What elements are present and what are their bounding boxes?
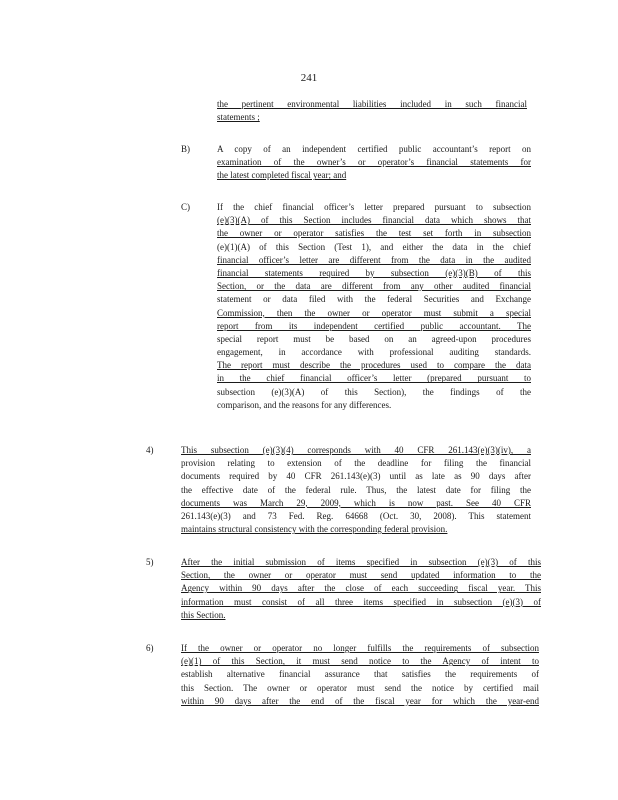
subparagraph-b: [217, 143, 531, 183]
text-line: in the chief financial officer’s letter (prepared pursuant to: [217, 373, 531, 384]
text-line: the owner or operator satisfies the test set forth in subsection: [217, 228, 531, 239]
text-line: comparison, and the reasons for any differences.: [217, 399, 392, 410]
text-line: subsection (e)(3)(A) of this Section), the findings of the: [217, 386, 531, 397]
text-line: this Section.: [181, 609, 226, 620]
text-line: the pertinent environmental liabilities included in such financial: [217, 99, 527, 109]
item-4-label: 4): [146, 445, 154, 455]
subparagraph-c: [217, 201, 531, 412]
text-line: report from its independent certified public accountant. The: [217, 320, 531, 331]
text-line: A copy of an independent certified public accountant’s report on: [217, 144, 531, 154]
text-line: provision relating to extension of the deadline for filing the financial: [181, 458, 531, 469]
text-line: financial statements required by subsection (e)(3)(B) of this: [217, 267, 531, 278]
text-line: statements ;: [217, 112, 260, 123]
page-number: 241: [300, 72, 318, 84]
text-line: this Section. The owner or operator must send the notice by certified mail: [181, 682, 539, 693]
paragraph-a-continuation: [217, 98, 527, 124]
text-line: within 90 days after the end of the fiscal year for which the year-end: [181, 695, 539, 706]
item-6: [181, 642, 539, 708]
text-line: After the initial submission of items specified in subsection (e)(3) of this: [181, 557, 541, 567]
text-line: This subsection (e)(3)(4) corresponds with 40 CFR 261.143(e)(3)(iv), a: [181, 445, 531, 455]
text-line: statement or data filed with the federal Securities and Exchange: [217, 294, 531, 305]
text-line: special report must be based on an agreed-upon procedures: [217, 333, 531, 344]
text-line: examination of the owner’s or operator’s financial statements for: [217, 157, 531, 168]
text-line: engagement, in accordance with professional auditing standards.: [217, 347, 531, 358]
subparagraph-c-label: C): [181, 202, 190, 212]
text-line: the latest completed fiscal year; and: [217, 170, 347, 181]
text-line: 261.143(e)(3) and 73 Fed. Reg. 64668 (Oct. 30, 2008). This statement: [181, 510, 531, 521]
item-4: [181, 444, 531, 536]
text-line: Commission, then the owner or operator must submit a special: [217, 307, 531, 318]
text-line: If the owner or operator no longer fulfills the requirements of subsection: [181, 643, 539, 653]
text-line: Agency within 90 days after the close of each succeeding fiscal year. This: [181, 583, 541, 594]
text-line: documents was March 29, 2009, which is now past. See 40 CFR: [181, 497, 531, 508]
item-5: [181, 556, 541, 622]
text-line: Section, the owner or operator must send updated information to the: [181, 570, 541, 581]
text-line: (e)(1) of this Section, it must send notice to the Agency of intent to: [181, 656, 539, 667]
text-line: (e)(3)(A) of this Section includes financial data which shows that: [217, 215, 531, 226]
text-line: documents required by 40 CFR 261.143(e)(3) until as late as 90 days after: [181, 471, 531, 482]
item-6-label: 6): [146, 643, 154, 653]
text-line: information must consist of all three items specified in subsection (e)(3) of: [181, 596, 541, 607]
text-line: financial officer’s letter are different from the data in the audited: [217, 254, 531, 265]
text-line: maintains structural consistency with the corresponding federal provision.: [181, 524, 448, 535]
text-line: (e)(1)(A) of this Section (Test 1), and either the data in the chief: [217, 241, 531, 252]
text-line: establish alternative financial assurance that satisfies the requirements of: [181, 669, 539, 680]
text-line: If the chief financial officer’s letter prepared pursuant to subsection: [217, 202, 531, 212]
text-line: the effective date of the federal rule. Thus, the latest date for filing the: [181, 484, 531, 495]
text-line: Section, or the data are different from any other audited financial: [217, 281, 531, 292]
item-5-label: 5): [146, 557, 154, 567]
text-line: The report must describe the procedures used to compare the data: [217, 360, 531, 371]
subparagraph-b-label: B): [181, 144, 190, 154]
